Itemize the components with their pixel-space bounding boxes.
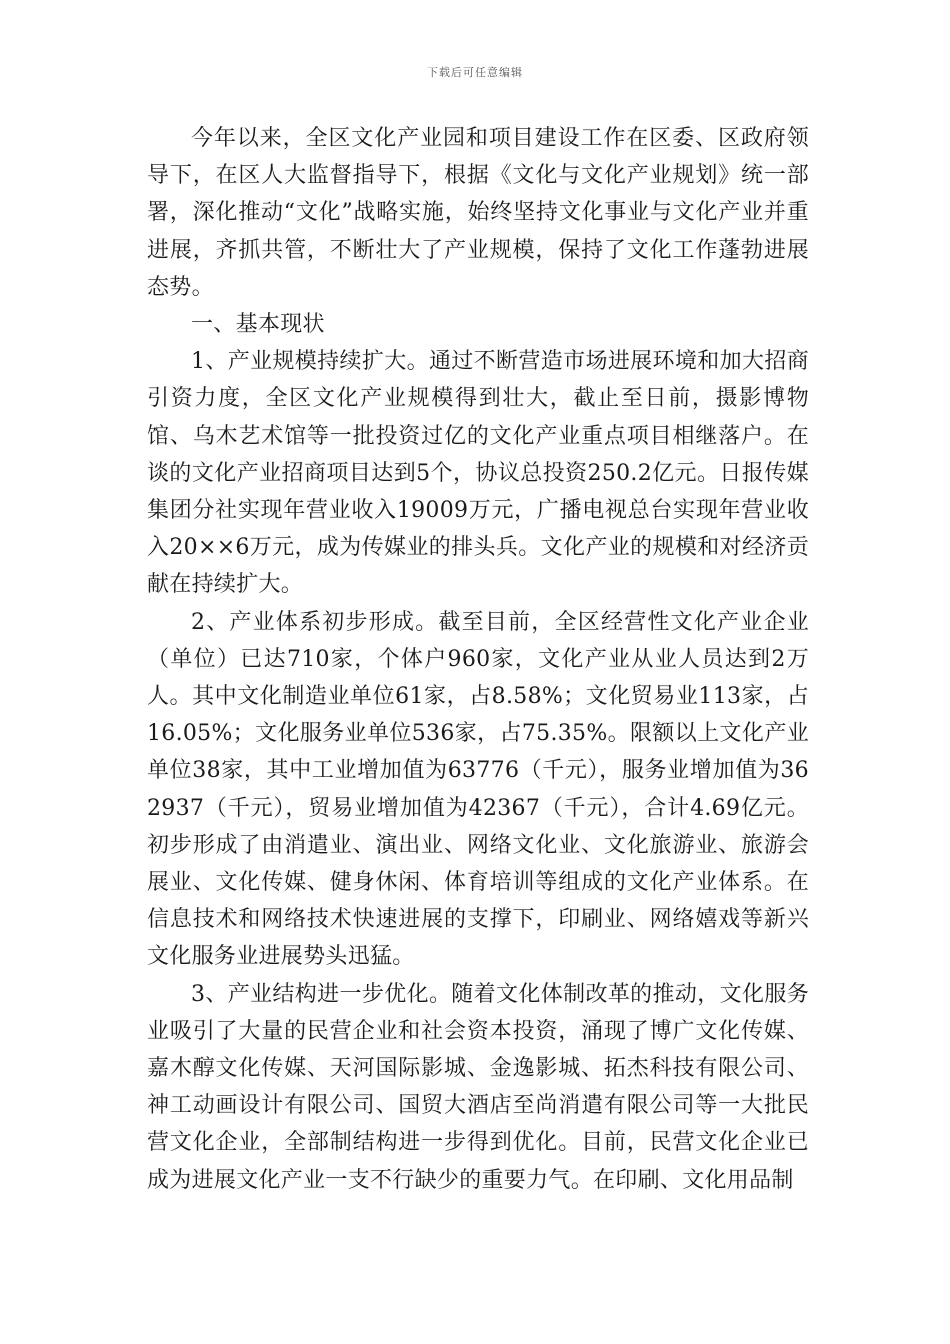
paragraph-industry-system: 2、产业体系初步形成。截至目前，全区经营性文化产业企业（单位）已达710家，个体户960家，文化产业从业人员达到2万人。其中文化制造业单位61家，占8.58%；文化贸易业113家，占16.05%；文化服务业单位536家，占75.35%。限额以上文化产业单位38家，其中工业增加值为63776（千元），服务业增加值为362937（千元），贸易业增加值为42367（千元），合计4.69亿元。初步形成了由消遣业、演出业、网络文化业、文化旅游业、旅游会展业、文化传媒、健身休闲、体育培训等组成的文化产业体系。在信息技术和网络技术快速进展的支撑下，印刷业、网络嬉戏等新兴文化服务业进展势头迅猛。 xyxy=(147,609,809,970)
intro-paragraph: 今年以来，全区文化产业园和项目建设工作在区委、区政府领导下，在区人大监督指导下，根据《文化与文化产业规划》统一部署，深化推动“文化”战略实施，始终坚持文化事业与文化产业并重进展，齐抓共管，不断壮大了产业规模，保持了文化工作蓬勃进展态势。 xyxy=(147,126,809,300)
section-heading: 一、基本现状 xyxy=(191,312,325,338)
paragraph-industry-structure: 3、产业结构进一步优化。随着文化体制改革的推动，文化服务业吸引了大量的民营企业和社会资本投资，涌现了博广文化传媒、嘉木醇文化传媒、天河国际影城、金逸影城、拓杰科技有限公司、神工动画设计有限公司、国贸大酒店至尚消遣有限公司等一大批民营文化企业，全部制结构进一步得到优化。目前，民营文化企业已成为进展文化产业一支不行缺少的重要力气。在印刷、文化用品制 xyxy=(147,981,809,1193)
paragraph-industry-scale: 1、产业规模持续扩大。通过不断营造市场进展环境和加大招商引资力度，全区文化产业规模得到壮大，截止至日前，摄影博物馆、乌木艺术馆等一批投资过亿的文化产业重点项目相继落户。在谈的文化产业招商项目达到5个，协议总投资250.2亿元。日报传媒集团分社实现年营业收入19009万元，广播电视总台实现年营业收入20××6万元，成为传媒业的排头兵。文化产业的规模和对经济贡献在持续扩大。 xyxy=(147,349,809,598)
page-header-note: 下载后可任意编辑 xyxy=(427,66,523,79)
document-body xyxy=(147,120,809,1199)
